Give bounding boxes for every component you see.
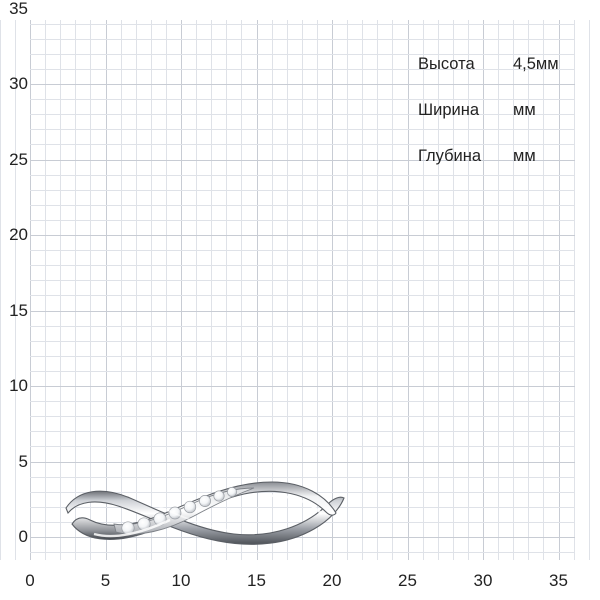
x-tick-label: 35 xyxy=(549,571,568,590)
grid-line-vertical xyxy=(392,20,393,560)
grid-line-horizontal xyxy=(30,326,575,327)
x-tick-label: 0 xyxy=(25,571,35,590)
y-tick-label: 0 xyxy=(18,527,28,546)
spec-value-height: 4,5мм xyxy=(513,55,559,73)
grid-line-horizontal xyxy=(30,280,575,281)
grid-line-horizontal xyxy=(30,371,575,372)
grid-line-vertical xyxy=(15,20,16,560)
grid-line-horizontal xyxy=(30,386,575,387)
grid-line-vertical xyxy=(30,20,31,560)
y-tick-label: 30 xyxy=(9,74,28,93)
ring-icon xyxy=(58,468,348,558)
y-tick-label: 20 xyxy=(9,225,28,244)
grid-line-horizontal xyxy=(30,446,575,447)
spec-value-depth: мм xyxy=(513,147,536,165)
grid-line-vertical xyxy=(408,20,409,560)
grid-line-horizontal xyxy=(30,295,575,296)
grid-line-horizontal xyxy=(30,416,575,417)
grid-line-horizontal xyxy=(30,341,575,342)
x-tick-label: 5 xyxy=(100,571,111,590)
spec-label-height: Высота xyxy=(418,55,475,73)
grid-line-horizontal xyxy=(30,24,575,25)
grid-line-horizontal xyxy=(30,401,575,402)
x-tick-label: 20 xyxy=(322,571,342,590)
grid-line-vertical xyxy=(0,20,1,560)
grid-line-horizontal xyxy=(30,250,575,251)
grid-line-horizontal xyxy=(30,356,575,357)
grid-line-vertical xyxy=(377,20,378,560)
y-tick-label: 10 xyxy=(9,376,28,395)
spec-row-depth xyxy=(418,147,593,193)
x-tick-label: 15 xyxy=(247,571,266,590)
y-tick-label: 15 xyxy=(9,300,28,320)
dimension-spec-list xyxy=(418,55,593,193)
spec-row-height xyxy=(418,55,593,101)
spec-label-depth: Глубина xyxy=(418,147,482,165)
spec-value-width: мм xyxy=(513,101,536,119)
grid-line-horizontal xyxy=(30,462,575,463)
grid-line-horizontal xyxy=(30,235,575,236)
grid-line-horizontal xyxy=(30,220,575,221)
y-tick-label: 35 xyxy=(9,0,28,18)
spec-row-width xyxy=(418,101,593,147)
y-tick-label: 5 xyxy=(18,451,28,471)
grid-line-vertical xyxy=(45,20,46,560)
x-tick-label: 30 xyxy=(473,571,493,590)
spec-label-width: Ширина xyxy=(418,101,480,119)
x-tick-label: 25 xyxy=(398,571,417,590)
grid-line-horizontal xyxy=(30,265,575,266)
grid-line-horizontal xyxy=(30,205,575,206)
grid-line-horizontal xyxy=(30,39,575,40)
y-tick-label: 25 xyxy=(9,149,28,169)
grid-line-horizontal xyxy=(30,311,575,312)
grid-line-horizontal xyxy=(30,431,575,432)
x-tick-label: 10 xyxy=(171,571,191,590)
grid-line-vertical xyxy=(362,20,363,560)
